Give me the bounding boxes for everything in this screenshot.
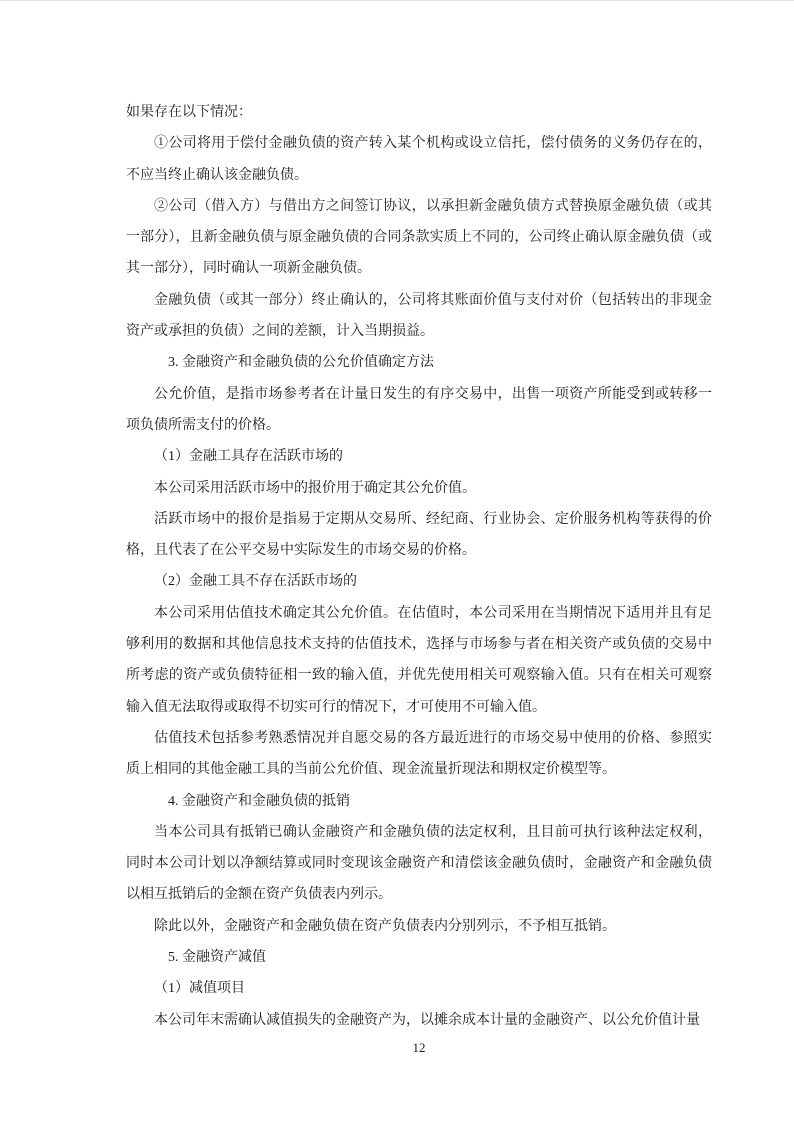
paragraph: 3. 金融资产和金融负债的公允价值确定方法 <box>168 355 434 371</box>
page-footer <box>126 1040 712 1056</box>
paragraph: 本公司采用活跃市场中的报价用于确定其公允价值。 <box>154 480 476 496</box>
paragraph: 4. 金融资产和金融负债的抵销 <box>168 793 350 809</box>
paragraph: （1）金融工具存在活跃市场的 <box>154 449 343 465</box>
paragraph: 本公司采用估值技术确定其公允价值。在估值时，本公司采用在当期情况下适用并且有足够利用的数据和其他信息技术支持的估值技术，选择与市场参与者在相关资产或负债的交易中所考虑的资产或负债特征相一致的输入值，并优先使用相关可观察输入值。只有在相关可观察输入值无法取得或取得不切实可行的情况下，才可使用不可输入值。 <box>126 605 712 715</box>
paragraph: 金融负债（或其一部分）终止确认的，公司将其账面价值与支付对价（包括转出的非现金资产或承担的负债）之间的差额，计入当期损益。 <box>126 292 712 340</box>
paragraph: 公允价值，是指市场参考者在计量日发生的有序交易中，出售一项资产所能受到或转移一项负债所需支付的价格。 <box>126 386 712 433</box>
paragraph: 本公司年末需确认减值损失的金融资产为，以摊余成本计量的金融资产、以公允价值计量 <box>154 1012 700 1028</box>
paragraph: ②公司（借入方）与借出方之间签订协议，以承担新金融负债方式替换原金融负债（或其一部分），且新金融负债与原金融负债的合同条款实质上不同的，公司终止确认原金融负债（或其一部分），同时确认一项新金融负债。 <box>126 198 712 277</box>
document-body <box>126 97 712 1036</box>
paragraph: （2）金融工具不存在活跃市场的 <box>154 574 357 590</box>
paragraph: 估值技术包括参考熟悉情况并自愿交易的各方最近进行的市场交易中使用的价格、参照实质上相同的其他金融工具的当前公允价值、现金流量折现法和期权定价模型等。 <box>126 730 712 778</box>
paragraph: 如果存在以下情况： <box>126 105 252 120</box>
paragraph: （1）减值项目 <box>154 981 245 997</box>
paragraph: 5. 金融资产减值 <box>168 950 266 966</box>
paragraph: ①公司将用于偿付金融负债的资产转入某个机构或设立信托，偿付债务的义务仍存在的，不应当终止确认该金融负债。 <box>126 136 712 183</box>
paragraph: 活跃市场中的报价是指易于定期从交易所、经纪商、行业协会、定价服务机构等获得的价格，且代表了在公平交易中实际发生的市场交易的价格。 <box>126 511 712 559</box>
paragraph: 除此以外，金融资产和金融负债在资产负债表内分别列示，不予相互抵销。 <box>154 918 616 934</box>
page-number: 12 <box>412 1040 426 1055</box>
paragraph: 当本公司具有抵销已确认金融资产和金融负债的法定权利，且目前可执行该种法定权利，同时本公司计划以净额结算或同时变现该金融资产和清偿该金融负债时，金融资产和金融负债以相互抵销后的金额在资产负债表内列示。 <box>126 824 712 903</box>
